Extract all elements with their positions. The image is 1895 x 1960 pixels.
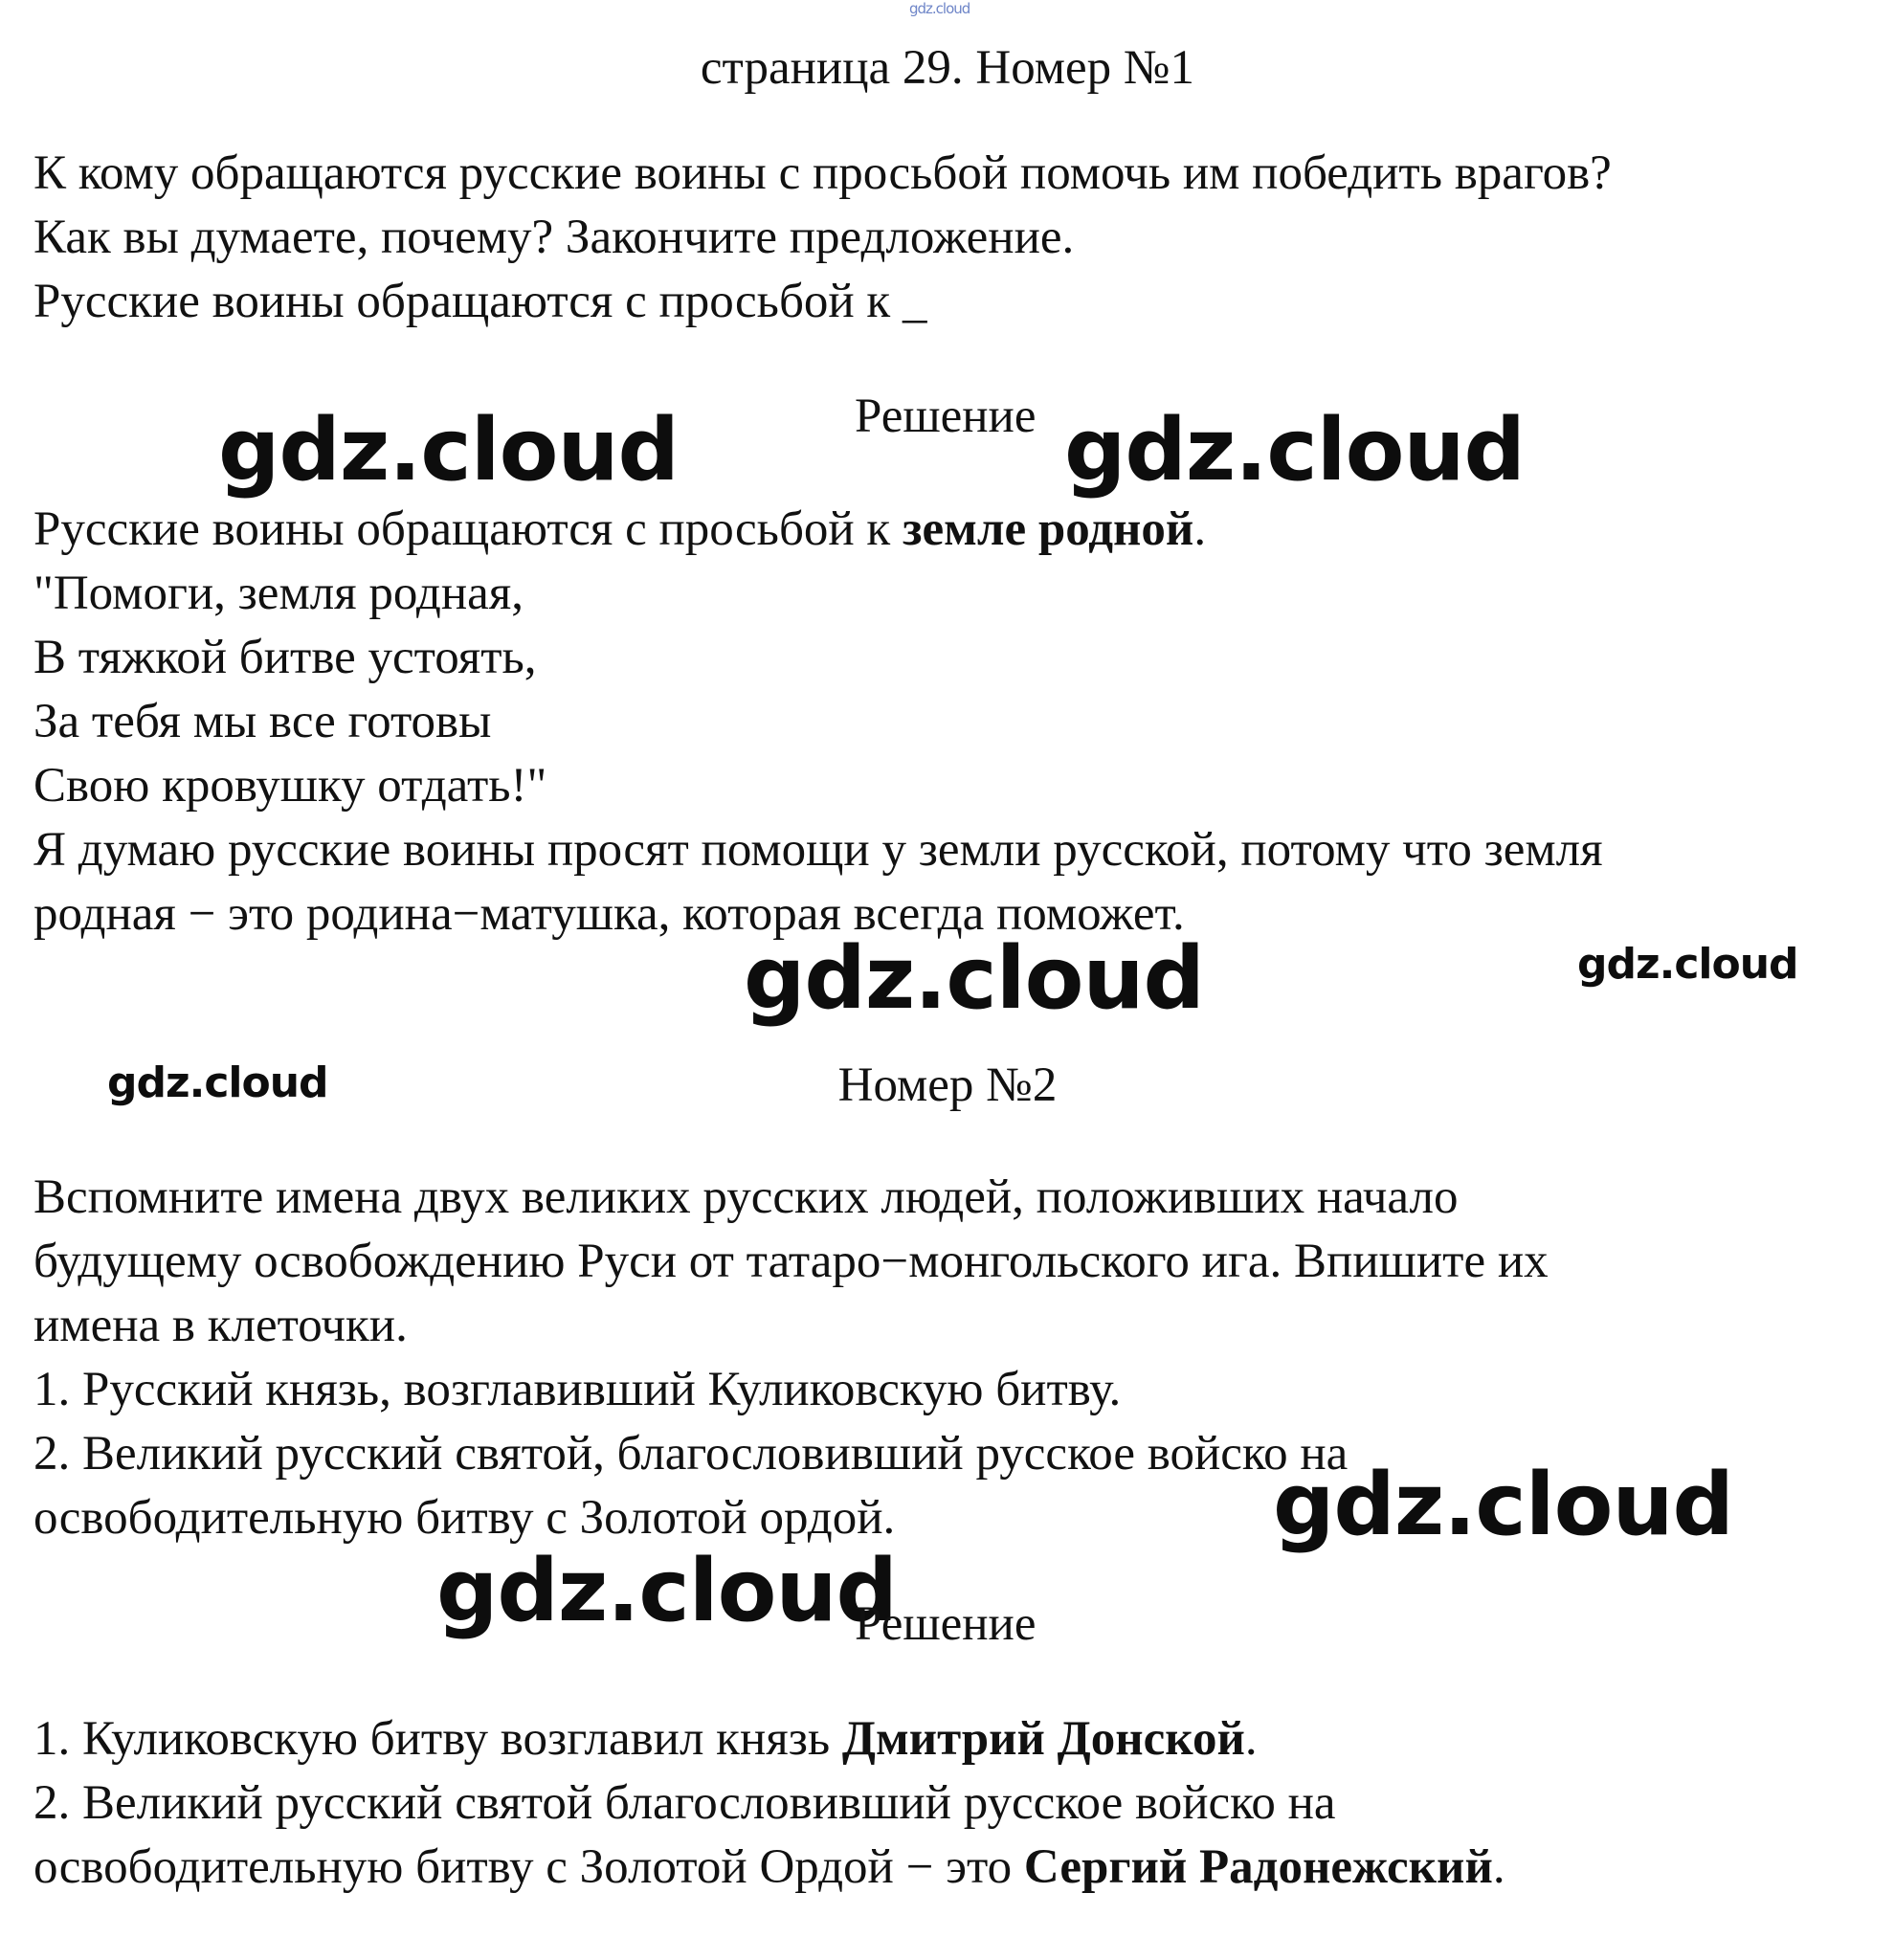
task2-answer-line: 2. Великий русский святой благословивший русское войско на (33, 1776, 1336, 1830)
watermark: gdz.cloud (1273, 1455, 1733, 1555)
solution-heading: Решение (855, 1597, 1037, 1651)
task2-question-line: 2. Великий русский святой, благословивший русское войско на (33, 1427, 1349, 1481)
poem-line: В тяжкой битве устоять, (33, 631, 537, 684)
answer-text: Русские воины обращаются с просьбой к (33, 502, 903, 556)
watermark-tiny: gdz.cloud (909, 0, 970, 17)
answer-text: . (1193, 502, 1207, 556)
task2-question-line: 1. Русский князь, возглавивший Куликовскую битву. (33, 1363, 1122, 1416)
solution-heading: Решение (855, 390, 1037, 443)
task2-question-line: освободительную битву с Золотой ордой. (33, 1491, 896, 1545)
answer-text: . (1244, 1712, 1258, 1766)
task1-question-line: Русские воины обращаются с просьбой к _ (33, 275, 927, 328)
task1-explanation-line: Я думаю русские воины просят помощи у земли русской, потому что земля (33, 823, 1603, 877)
answer-text: . (1492, 1840, 1505, 1894)
task1-answer-line (33, 498, 1206, 561)
task2-answer-line (33, 1836, 1505, 1899)
watermark: gdz.cloud (436, 1541, 897, 1641)
watermark: gdz.cloud (107, 1058, 328, 1107)
answer-bold: земле родной (902, 502, 1194, 556)
answer-bold: Дмитрий Донской (841, 1712, 1245, 1766)
poem-line: "Помоги, земля родная, (33, 567, 524, 620)
answer-text: освободительную битву с Золотой Ордой − это (33, 1840, 1024, 1894)
poem-line: За тебя мы все готовы (33, 695, 492, 748)
watermark: gdz.cloud (744, 928, 1204, 1029)
answer-bold: Сергий Радонежский (1023, 1840, 1493, 1894)
watermark: gdz.cloud (1577, 940, 1798, 989)
task1-question-line: К кому обращаются русские воины с просьбой помочь им победить врагов? (33, 146, 1612, 200)
task2-heading: Номер №2 (837, 1058, 1058, 1112)
task2-question-line: будущему освобождению Руси от татаро−монгольского ига. Впишите их (33, 1235, 1549, 1288)
poem-line: Свою кровушку отдать!" (33, 759, 547, 813)
watermark: gdz.cloud (1064, 400, 1525, 501)
task2-question-line: Вспомните имена двух великих русских людей, положивших начало (33, 1170, 1459, 1224)
page-title: страница 29. Номер №1 (700, 41, 1195, 95)
watermark: gdz.cloud (218, 400, 679, 501)
task2-answer-line (33, 1707, 1258, 1771)
task1-question-line: Как вы думаете, почему? Закончите предложение. (33, 211, 1075, 264)
answer-text: 1. Куликовскую битву возглавил князь (33, 1712, 842, 1766)
task1-explanation-line: родная − это родина−матушка, которая всегда поможет. (33, 887, 1185, 941)
task2-question-line: имена в клеточки. (33, 1299, 408, 1352)
